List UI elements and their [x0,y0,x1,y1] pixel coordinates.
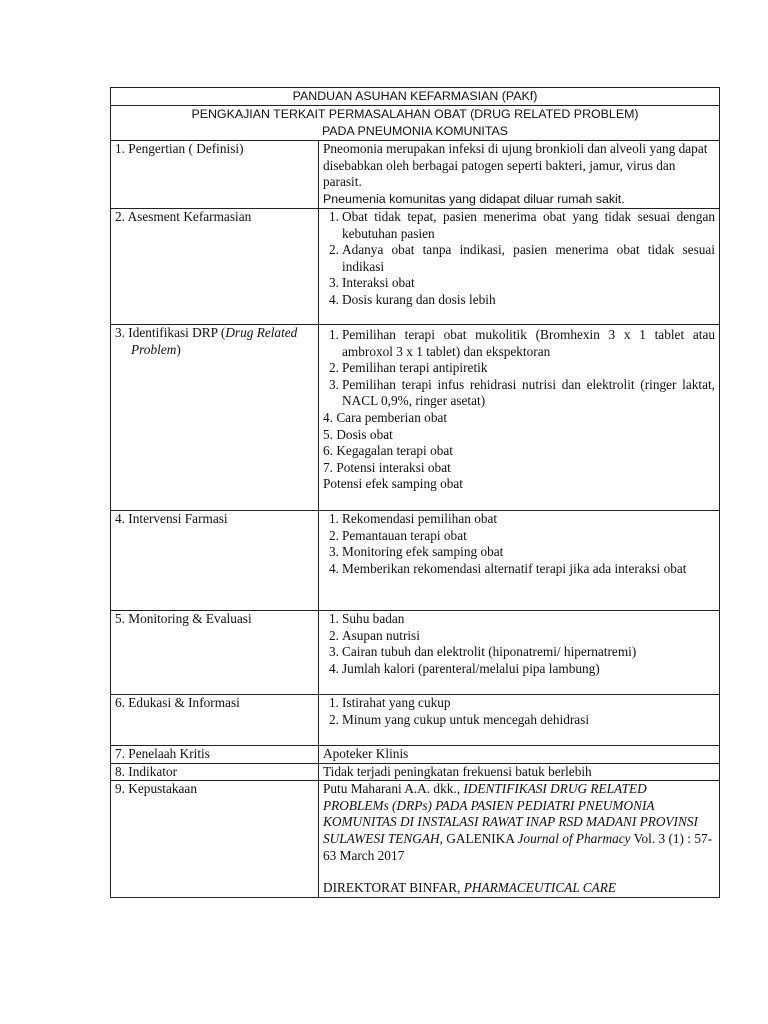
row-label: 8. Indikator [111,763,319,781]
row-content [319,209,720,325]
intervensi-list [323,511,715,577]
list-item: 2. Pemantauan terapi obat [329,527,467,543]
list-item: 1. Obat tidak tepat, pasien menerima obat yang tidak sesuai dengan kebutuhan pasien [329,209,715,241]
definition-text-2: Pneumenia komunitas yang didapat diluar rumah sakit. [323,191,625,206]
reference-2: DIREKTORAT BINFAR, PHARMACEUTICAL CARE [323,880,617,896]
monitoring-list [323,611,715,677]
asesment-list [323,209,715,309]
row-intervensi [111,511,720,611]
pakf-table [110,87,720,898]
list-item: 3. Monitoring efek samping obat [329,544,504,560]
list-item: 2. Pemilihan terapi antipiretik [329,360,488,376]
row-label: 5. Monitoring & Evaluasi [111,611,319,695]
edukasi-list [323,695,715,728]
identifikasi-list [323,327,715,476]
row-content: Tidak terjadi peningkatan frekuensi batuk berlebih [319,763,720,781]
row-kepustakaan [111,781,720,898]
list-item: 3. Cairan tubuh dan elektrolit (hiponatremi/ hipernatremi) [329,644,637,660]
row-content [319,325,720,511]
list-item: 4. Dosis kurang dan dosis lebih [329,291,496,307]
list-item: 3. Pemilihan terapi infus rehidrasi nutrisi dan elektrolit (ringer laktat, NACL 0,9%, ringer asetat) [329,376,715,409]
list-item: 1. Pemilihan terapi obat mukolitik (Bromhexin 3 x 1 tablet atau ambroxol 3 x 1 tablet) dan ekspektoran [329,327,715,359]
list-item: 5. Dosis obat [323,426,393,442]
definition-text: Pneomonia merupakan infeksi di ujung bronkioli dan alveoli yang dapat disebabkan oleh berbagai patogen seperti bakteri, jamur, virus dan parasit. [323,141,708,190]
list-item: 1. Suhu badan [329,611,405,626]
list-item: 2. Minum yang cukup untuk mencegah dehidrasi [329,711,590,727]
list-item: 4. Cara pemberian obat [323,409,448,425]
list-item: 2. Adanya obat tanpa indikasi, pasien menerima obat tidak sesuai indikasi [329,242,715,274]
title-row [111,88,720,106]
row-edukasi [111,695,720,746]
list-item: 1. Rekomendasi pemilihan obat [329,511,498,526]
document-title: PANDUAN ASUHAN KEFARMASIAN (PAKf) [111,88,720,106]
list-item: 3. Interaksi obat [329,275,415,291]
identifikasi-extra: Potensi efek samping obat [323,476,463,492]
row-label: 4. Intervensi Farmasi [111,511,319,611]
row-label: 1. Pengertian ( Definisi) [111,141,319,209]
row-label: 7. Penelaah Kritis [111,746,319,764]
document-subtitle [111,106,720,141]
row-pengertian [111,141,720,209]
row-label: 3. Identifikasi DRP (Drug Related Problem) [111,325,319,511]
list-item: 1. Istirahat yang cukup [329,695,451,710]
list-item: 2. Asupan nutrisi [329,627,420,643]
row-content [319,511,720,611]
row-label: 2. Asesment Kefarmasian [111,209,319,325]
row-content [319,611,720,695]
list-item: 4. Memberikan rekomendasi alternatif terapi jika ada interaksi obat [329,560,687,576]
subtitle-line-1: PENGKAJIAN TERKAIT PERMASALAHAN OBAT (DRUG RELATED PROBLEM) [191,107,639,121]
row-label: 9. Kepustakaan [111,781,319,898]
row-content [319,695,720,746]
subtitle-row [111,106,720,141]
list-item: 4. Jumlah kalori (parenteral/melalui pipa lambung) [329,660,600,676]
row-content [319,141,720,209]
row-content [319,781,720,898]
row-label: 6. Edukasi & Informasi [111,695,319,746]
list-item: 7. Potensi interaksi obat [323,459,451,475]
row-content: Apoteker Klinis [319,746,720,764]
subtitle-line-2: PADA PNEUMONIA KOMUNITAS [321,124,509,138]
reference-1: Putu Maharani A.A. dkk., IDENTIFIKASI DRUG RELATED PROBLEMs (DRPs) PADA PASIEN PEDIATRI PNEUMONIA KOMUNITAS DI INSTALASI RAWAT INAP RSD MADANI PROVINSI SULAWESI TENGAH, GALENIKA Journal of Pharmacy Vol. 3 (1) : 57-63 March 2017 [323,781,713,863]
row-identifikasi [111,325,720,511]
row-asesment [111,209,720,325]
list-item: 6. Kegagalan terapi obat [323,443,453,459]
row-monitoring [111,611,720,695]
row-penelaah [111,746,720,764]
row-indikator [111,763,720,781]
